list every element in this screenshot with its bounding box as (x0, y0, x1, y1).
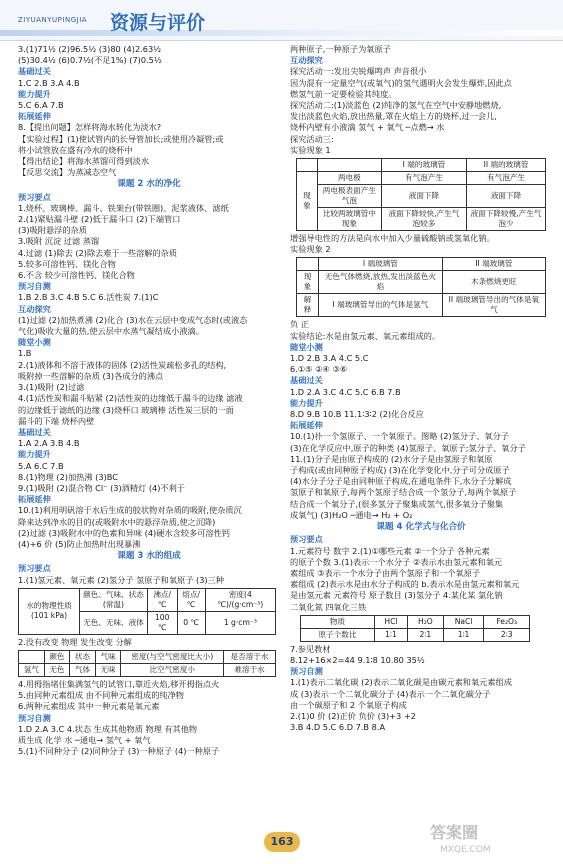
table-cell: 现象 (297, 172, 318, 231)
section-heading: 拓展延伸 (18, 494, 51, 505)
answer-line: 实验现象 1 (290, 144, 331, 155)
table-cell: 液面下降 (381, 185, 466, 208)
table-cell: HCl (374, 615, 407, 628)
answer-line: 2.没有改变 物理 发生改变 分解 (18, 636, 132, 647)
answer-line: 7.参见教材 (290, 643, 331, 654)
table-cell: 密度(与空气密度比大小) (121, 650, 224, 663)
answer-line: 1.元素符号 数字 2.(1)①哪些元素 ②一个分子 各种元素 (290, 545, 490, 556)
answer-line: 质生成 化学 水 ─通电→ 氢气 + 氧气 (18, 734, 151, 745)
section-title: 课题 3 水的组成 (117, 551, 181, 562)
table-cell: 无色气体燃烧,放热,发出淡蓝色火焰 (319, 271, 443, 294)
answer-line: 5.较多可溶性钙、镁化合物 (18, 258, 116, 269)
answer-line: 气化)吸收大量的热,使云层中水蒸气凝结成小液滴。 (18, 326, 204, 337)
answer-line: 8.【提出问题】怎样将海水转化为淡水? (18, 122, 162, 133)
answer-line: 成氧气) (3)H₂O ─通电→ H₂ + O₂ (290, 509, 413, 520)
table-cell: 氢气 (19, 663, 45, 676)
answer-line: 实验结论:水是由氢元素、氧元素组成的。 (290, 330, 441, 341)
table-cell (297, 159, 318, 172)
table-cell: 无色、无味、液体 (80, 611, 148, 634)
answer-line: 的原子个数 3.(1)表示一个水分子 ②表示水由氢元素和氧元 (290, 556, 503, 567)
answer-line: 5.A 6.C 7.B (18, 460, 64, 471)
answer-line: 3.(1)吸附 (2)过滤 (18, 382, 85, 393)
answer-line: 1.D 2.B 3.A 4.C 5.C (290, 353, 369, 364)
section-heading: 预习自测 (290, 666, 323, 677)
answer-line: 由一个碳原子和 2 个氧原子构成 (290, 699, 407, 710)
answer-line: (2)过滤 (3)吸附水中的色素和异味 (4)硬水含较多可溶性钙 (18, 527, 230, 538)
table-experiment-1 (296, 158, 546, 231)
table-cell: 有气泡产生 (467, 172, 546, 185)
watermark-top: 答案圈 (430, 823, 479, 842)
answer-line: 负 正 (290, 319, 309, 330)
table-cell: Fe₂O₃ (484, 615, 530, 628)
table-cell: 现象 (297, 271, 319, 294)
table-cell: 1 g·cm⁻³ (205, 611, 275, 634)
table-cell: I 端玻璃管导出的气体是氢气 (319, 294, 443, 317)
answer-line: 10.(1)扑一个氢原子、一个氧原子。图略 (2)氢分子、氧分子 (290, 431, 509, 442)
section-heading: 拓展延伸 (290, 420, 323, 431)
table-cell: 熔点/℃ (177, 588, 205, 611)
answer-line: 降来达到净水的目的(或吸附水中的悬浮杂质,使之沉降) (18, 516, 216, 527)
answer-line: 【得出结论】将海水蒸馏可得到淡水 (18, 156, 150, 167)
answer-line: 的边缘低于滤纸的边缘 (3)烧杯口 玻璃棒 活性炭三层的一面 (18, 404, 234, 415)
answer-line: 燃氢气前一定要检验其纯度。 (290, 88, 397, 99)
table-cell: 液面下降较快,产生气泡较多 (381, 208, 466, 231)
answer-line: 素组成 (2)表示水是由水分子构成的 b.表示水是由氢元素和氧元 (290, 579, 520, 590)
table-cell: 比较两玻璃管中现象 (317, 208, 381, 231)
answer-line: (3)吸附悬浮的杂质 (18, 225, 87, 236)
table-cell: II 端玻璃管导出的气体是氧气 (442, 294, 545, 317)
answer-line: 4.过滤 (1)除去 (2)除去难于一些溶解的杂质 (18, 247, 178, 258)
answer-line: 5.C 6.A 7.B (18, 100, 64, 111)
table-cell: 状态 (70, 650, 96, 663)
answer-line: 两种原子,一种原子为氧原子 (290, 44, 391, 54)
answer-line: 1.B 2.B 3.C 4.B 5.C 6.活性炭 7.(1)C (18, 292, 159, 303)
table-cell: 两电极表面产生气泡 (317, 185, 381, 208)
section-heading: 能力提升 (18, 449, 51, 460)
answer-line: 2.(1)液体和不溶于液体的固体 (2)活性炭疏松多孔的结构, (18, 359, 227, 370)
table-cell: 气体 (70, 663, 96, 676)
section-heading: 随堂小测 (290, 341, 323, 352)
table-cell: 气味 (95, 650, 121, 663)
table-cell: II 端的玻璃管 (467, 159, 546, 172)
table-hydrogen-properties (18, 650, 276, 677)
answer-line: 8.D 9.B 10.B 11.1∶3∶2 (2)化合反应 (290, 409, 424, 420)
table-cell: 原子个数比 (301, 628, 375, 641)
answer-line: 3.吸附 沉淀 过滤 蒸馏 (18, 236, 100, 247)
section-heading: 拓展延伸 (18, 111, 51, 122)
table-cell: 是否溶于水 (224, 650, 276, 663)
answer-line: 6.不含 较少可溶性钙、镁化合物 (18, 270, 135, 281)
answer-line: 6.两种元素组成 其中一种元素是氧元素 (18, 701, 160, 712)
answer-line: 9.(1)吸附 (2)混合物 Cl⁻ (3)酒精灯 (4)不利于 (18, 482, 185, 493)
answer-line: 结合成一个氧分子,(很多氢分子聚集成氢气,很多氧分子聚集 (290, 498, 504, 509)
table-cell: 木条燃烧更旺 (442, 271, 545, 294)
answer-line: 1.D 2.A 3.C 4.状态 生成其他物质 物理 有其他物 (18, 723, 198, 734)
answer-line: (4)水分子分子是由同种原子构成,在通电条件下,水分子分解成 (290, 476, 512, 487)
answer-line: 4.用拇指堵住集满氢气的试管口,靠近火焰,移开拇指点火 (18, 678, 220, 689)
table-cell: 密度(4 ℃)/(g·cm⁻³) (205, 588, 275, 611)
table-cell: 1∶1 (374, 628, 407, 641)
answer-line: 探究活动一:发出尖锐爆鸣声 声音很小 (290, 66, 427, 77)
answer-line: 2.(1)0 价 (2)正价 负价 (3)+3 +2 (290, 710, 416, 721)
table-cell: 0 ℃ (177, 611, 205, 634)
answer-line: 1.D 2.A 3.C 4.C 5.C 6.B 7.B (290, 386, 401, 397)
table-experiment-2 (296, 257, 546, 317)
answer-line: 漏斗的下端 烧杯内壁 (18, 415, 95, 426)
answer-line: 3.B 4.D 5.C 6.D 7.B 8.A (290, 722, 386, 733)
section-title: 课题 2 水的净化 (117, 179, 181, 190)
table-cell: 有气泡产生 (381, 172, 466, 185)
table-cell: 无味 (95, 663, 121, 676)
answer-line: 8.12+16×2=44 9.1∶8 10.80 35½ (290, 654, 425, 665)
table-cell: 颜色 (44, 650, 70, 663)
answer-line: 4.(1)活性炭和漏斗贴紧 (2)活性炭的边缘低于漏斗的边缘 滤液 (18, 393, 243, 404)
answer-line: 吸附掉一些溶解的杂质 (3)各成分的沸点 (18, 370, 164, 381)
section-heading: 基础过关 (290, 375, 323, 386)
answer-line: 因为混有一定量空气(或氧气)的氢气遇明火会发生爆炸,因此点 (290, 77, 512, 88)
answer-line: 11.(1)分子是由原子构成的 (2)水分子是由氢原子和氧原 (290, 453, 493, 464)
answer-line: 5.(1)不同种分子 (2)同种分子 (3)一种原子 (4)一种原子 (18, 746, 220, 757)
table-cell (317, 159, 381, 172)
answer-line: 6.①⑤ ②④ ③⑥ (290, 364, 348, 375)
section-title: 课题 4 化学式与化合价 (376, 522, 466, 533)
table-cell: I 端的玻璃管 (381, 159, 466, 172)
table-cell: 物质 (301, 615, 375, 628)
answer-line: 5.由同种元素组成 由不同种元素组成的纯净物 (18, 690, 184, 701)
answer-line: 发出淡蓝色火焰,放出热量,罩在火焰上方的烧杯,过一会儿, (290, 111, 497, 122)
table-cell: 无色 (44, 663, 70, 676)
answer-line: 3.(1)71½ (2)96.5½ (3)80 (4)2.63½ (18, 44, 162, 54)
table-cell: 两电极 (317, 172, 381, 185)
header-title: 资源与评价 (110, 12, 206, 34)
section-heading: 预习自测 (18, 281, 51, 292)
table-cell: NaCl (443, 615, 484, 628)
table-cell: 100 ℃ (147, 611, 177, 634)
table-cell (297, 258, 319, 271)
answer-line: 【实验过程】(1)使试管内的长导管加长;或使用冷凝管;或 (18, 133, 224, 144)
table-cell: 液面下降 (467, 185, 546, 208)
answer-line: 8.(1)物理 (2)加热沸 (3)BC (18, 471, 118, 482)
table-atom-ratio (300, 615, 530, 642)
table-cell: 1∶1 (443, 628, 484, 641)
answer-line: 1.(1)氢元素、氧元素 (2)氢分子 氢原子和氧原子 (3)三种 (18, 574, 224, 585)
answer-line: 烧杯内壁有小液滴 氢气 + 氧气 ─点燃→ 水 (290, 122, 445, 133)
section-heading: 随堂小测 (18, 337, 51, 348)
table-cell: H₂O (408, 615, 444, 628)
answer-line: (5)30.4½ (6)0.7½(不足1%) (7)0.5½ (18, 55, 162, 66)
section-heading: 基础过关 (18, 66, 51, 77)
answer-line: 10.(1)利用明矾溶于水后生成的胶状物对杂质的吸附,使杂质沉 (18, 505, 242, 516)
table-cell: 2∶3 (484, 628, 530, 641)
section-heading: 能力提升 (290, 397, 323, 408)
page-header (0, 0, 563, 41)
answer-line: 探究活动三: (290, 133, 334, 144)
table-cell: 解释 (297, 294, 319, 317)
section-heading: 预习要点 (18, 191, 51, 202)
answer-line: 1.烧杯、玻璃棒、漏斗、铁架台(带铁圈)、泥浆液体、滤纸 (18, 202, 229, 213)
answer-line: 实验现象 2 (290, 244, 331, 255)
header-swoosh (0, 30, 563, 36)
answer-line: 1.C 2.B 3.A 4.B (18, 77, 80, 88)
answer-line: 探究活动二:(1)淡蓝色 (2)纯净的氢气在空气中安静地燃烧, (290, 100, 502, 111)
table-cell: 液面下降较慢,产生气泡少 (467, 208, 546, 231)
table-cell: 比空气密度小 (121, 663, 224, 676)
watermark-bottom: MXQE.COM (440, 845, 491, 855)
table-cell: I 端玻璃管 (319, 258, 443, 271)
answer-line: 二氧化氮 四氧化三铁 (290, 601, 367, 612)
answer-line: 氢原子和氧原子,每两个氢原子结合成一个氢分子,每两个氧原子 (290, 487, 517, 498)
answer-line: 1.(1)表示二氧化碳 (2)表示二氧化碳是由碳元素和氧元素组成 (290, 677, 512, 688)
answer-line: 成 (3)表示一个二氧化碳分子 (4)表示一个二氧化碳分子 (290, 688, 491, 699)
section-heading: 预习自测 (18, 712, 51, 723)
section-heading: 互动探究 (18, 303, 51, 314)
answer-line: 1.A 2.A 3.B 4.B (18, 438, 80, 449)
answer-line: 1.B (18, 348, 32, 359)
answer-line: 子构成(或由同种原子构成) (3)在化学变化中,分子可分成原子 (290, 465, 510, 476)
table-cell: II 端玻璃管 (442, 258, 545, 271)
answer-line: (3)在化学反应中,原子的种类 (4)氢原子、氧原子;氢分子、氧分子 (290, 442, 526, 453)
table-cell: 水的物理性质(101 kPa) (19, 588, 80, 634)
answer-line: 【反思交流】为蒸减态空气 (18, 167, 117, 178)
table-cell: 颜色、气味、状态(常温) (80, 588, 148, 611)
answer-line: (1)过滤 (2)加热煮沸 (2)化合 (3)水在云层中变成气态时(或液态 (18, 314, 248, 325)
section-heading: 基础过关 (18, 426, 51, 437)
section-heading: 预习要点 (18, 563, 51, 574)
table-cell (19, 650, 45, 663)
section-heading: 预习要点 (290, 534, 323, 545)
page-number: 163 (264, 832, 300, 852)
answer-line: 2.(1)紧贴漏斗壁 (2)低于漏斗口 (2)下端管口 (18, 214, 181, 225)
left-column (18, 44, 280, 757)
answer-line: (4)+6 价 (5)防止加热时出现暴沸 (18, 538, 141, 549)
header-logo-text: ZIYUANYUPINGJIA (18, 16, 88, 24)
answer-line: 增强导电性的方法是向水中加入少量硫酸钠或氢氧化钠。 (290, 233, 495, 244)
table-cell: 2∶1 (408, 628, 444, 641)
section-heading: 能力提升 (18, 88, 51, 99)
answer-line: 将小试管放在盛有冷水的烧杯中 (18, 144, 133, 155)
section-heading: 互动探究 (290, 55, 323, 66)
answer-line: 素组成 ③表示一个水分子由两个氢原子和一个氧原子 (290, 567, 481, 578)
answer-line: 是由氢元素 元素符号 原子数目 (3)氢分子 4.某化某 氯化钠 (290, 590, 503, 601)
table-water-properties (18, 588, 276, 635)
table-cell: 沸点/℃ (147, 588, 177, 611)
table-cell: 难溶于水 (224, 663, 276, 676)
right-column (290, 44, 552, 733)
